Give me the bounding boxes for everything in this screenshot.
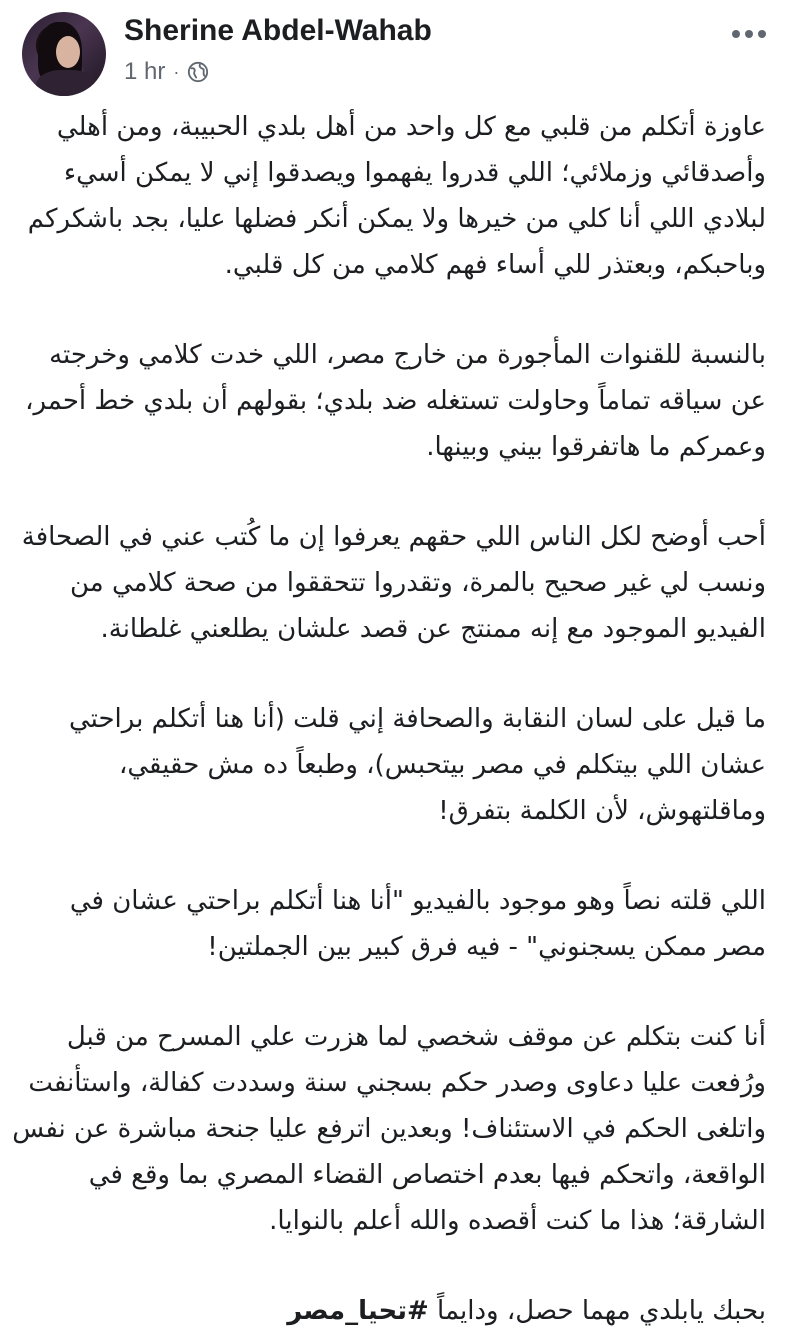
post-meta — [124, 58, 209, 86]
avatar[interactable] — [22, 12, 106, 96]
avatar-body — [36, 70, 96, 96]
more-options-icon[interactable] — [732, 30, 766, 38]
post-paragraph: عاوزة أتكلم من قلبي مع كل واحد من أهل بلدي الحبيبة، ومن أهلي وأصدقائي وزملائي؛ اللي قدروا يفهموا ويصدقوا إني لا يمكن أسيء لبلادي اللي أنا كلي من خيرها ولا يمكن أنكر فضلها عليا، بجد باشكركم وباحبكم، وبعتذر للي أساء فهم كلامي من كل قلبي. — [27, 112, 766, 280]
post-closing — [12, 1288, 766, 1334]
post-time[interactable]: 1 hr — [124, 58, 166, 85]
more-dot — [732, 30, 740, 38]
avatar-face — [56, 36, 80, 68]
post-paragraph: ما قيل على لسان النقابة والصحافة إني قلت (أنا هنا أتكلم براحتي عشان اللي بيتكلم في مصر بيتحبس)، وطبعاً ده مش حقيقي، وماقلتهوش، لأن الكلمة بتفرق! — [68, 704, 766, 826]
author-name[interactable]: Sherine Abdel-Wahab — [124, 14, 432, 47]
post-paragraph: اللي قلته نصاً وهو موجود بالفيديو "أنا هنا أتكلم براحتي عشان في مصر ممكن يسجنوني" - فيه فرق كبير بين الجملتين! — [69, 886, 766, 962]
post-paragraph: أنا كنت بتكلم عن موقف شخصي لما هزرت علي المسرح من قبل ورُفعت عليا دعاوى وصدر حكم بسجني سنة وسددت كفالة، واستأنفت واتلغى الحكم في الاستئناف! وبعدين اترفع عليا جنحة مباشرة عن نفس الواقعة، واتحكم فيها بعدم اختصاص القضاء المصري بما وقع في الشارقة؛ هذا ما كنت أقصده والله أعلم بالنوايا. — [12, 1022, 766, 1236]
more-dot — [745, 30, 753, 38]
meta-separator: · — [173, 61, 180, 82]
globe-icon[interactable] — [187, 61, 209, 83]
post-paragraph: بالنسبة للقنوات المأجورة من خارج مصر، اللي خدت كلامي وخرجته عن سياقه تماماً وحاولت تستغله ضد بلدي؛ بقولهم أن بلدي خط أحمر، وعمركم ما هاتفرقوا بيني وبينها. — [25, 340, 766, 462]
post-paragraph: أحب أوضح لكل الناس اللي حقهم يعرفوا إن ما كُتب عني في الصحافة ونسب لي غير صحيح بالمرة، وتقدروا تتحققوا من صحة كلامي من الفيديو الموجود مع إنه ممنتج عن قصد علشان يطلعني غلطانة. — [21, 522, 766, 644]
hashtag-link[interactable]: #تحيا_مصر — [287, 1296, 429, 1326]
closing-text: بحبك يابلدي مهما حصل، ودايماً — [428, 1296, 766, 1326]
more-dot — [758, 30, 766, 38]
post-header — [0, 0, 788, 100]
post-text — [12, 104, 766, 1334]
